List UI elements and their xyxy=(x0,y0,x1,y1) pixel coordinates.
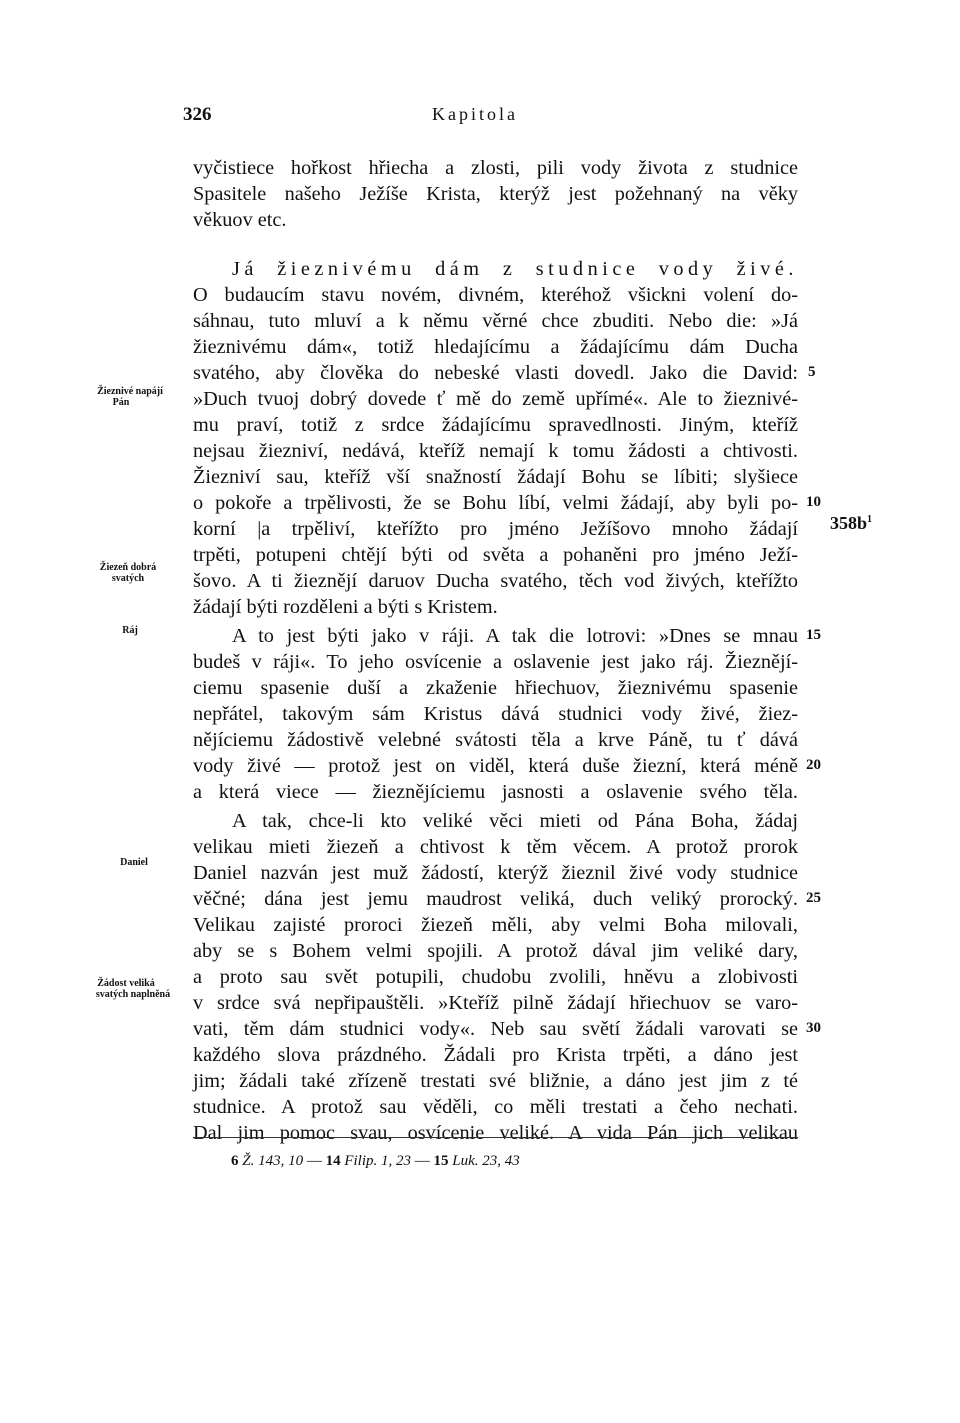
text-line: budeš v ráji«. To jeho osvícenie a oslavenie jest jako ráj. Žieznějí- xyxy=(193,651,798,673)
margin-note-line: Žiezeň dobrá xyxy=(99,562,157,573)
line-number: 10 xyxy=(806,494,821,510)
section-heading: Já žieznivému dám z studnice vody živé. xyxy=(232,258,798,280)
line-number: 30 xyxy=(806,1020,821,1036)
text-line: šovo. A ti žieznějí daruov Ducha svatého, těch vod živých, kteřížto xyxy=(193,570,798,592)
text-line: Spasitele našeho Ježíše Krista, kterýž jest požehnaný na věky xyxy=(193,183,798,205)
text-line: O budaucím stavu novém, divném, kteréhož všickni volení do- xyxy=(193,284,798,306)
footnote-citation: Luk. 23, 43 xyxy=(452,1153,520,1169)
margin-note: Ráj xyxy=(122,625,138,636)
line-number: 5 xyxy=(808,364,816,380)
footnote xyxy=(231,1153,520,1170)
footnote-dash: — xyxy=(306,1153,322,1169)
text-line: Velikau zajisté proroci žiezeň měli, aby velmi Boha milovali, xyxy=(193,914,798,936)
text-line: nepřátel, takovým sám Kristus dává studnici vody živé, žiez- xyxy=(193,703,798,725)
text-line: a která viece — žieznějíciemu jasnosti a oslavenie svého těla. xyxy=(193,781,798,803)
margin-note xyxy=(80,386,180,408)
text-line: korní |a trpěliví, kteřížto pro jméno Ježíšovo mnoho žádají xyxy=(193,518,798,540)
text-line: velikau mieti žiezeň a chtivost k těm věcem. A protož prorok xyxy=(193,836,798,858)
text-line: nějíciemu žádostivě velebné svátosti těla a krve Páně, tu ť dává xyxy=(193,729,798,751)
text-line: nejsau žiezniví, nedává, kteříž nemají k tomu žádosti a chtivosti. xyxy=(193,440,798,462)
footnote-dash: — xyxy=(414,1153,430,1169)
footnote-citation: Ž. 143, 10 xyxy=(242,1153,304,1169)
text-line: studnice. A protož sau věděli, co měli trestati a čeho nechati. xyxy=(193,1096,798,1118)
margin-note-line: Žieznivé napájí xyxy=(97,386,163,397)
margin-note: Daniel xyxy=(120,857,148,868)
text-line: Daniel nazván jest muž žádostí, kterýž žieznil živé vody studnice xyxy=(193,862,798,884)
text-line: vody živé — protož jest on viděl, která duše žiezní, která méně xyxy=(193,755,798,777)
text-line: Dal jim pomoc svau, osvícenie veliké. A vida Pán jich velikau xyxy=(193,1122,798,1144)
margin-note-line: svatých naplněná xyxy=(95,989,171,1000)
footnote-line-ref: 15 xyxy=(433,1153,449,1169)
margin-note-line: Pán xyxy=(112,397,130,408)
text-line: mu praví, totiž z srdce žádajícímu spravedlnosti. Jiným, kteříž xyxy=(193,414,798,436)
text-line: A to jest býti jako v ráji. A tak die lotrovi: »Dnes se mnau xyxy=(232,625,798,647)
footnote-rule xyxy=(193,1137,798,1138)
text-line: věčné; dána jest jemu maudrost veliká, duch veliký prorocký. xyxy=(193,888,798,910)
folio-main: 358b xyxy=(830,513,868,533)
footnote-citation: Filip. 1, 23 xyxy=(344,1153,412,1169)
text-line: žádají býti rozděleni a býti s Kristem. xyxy=(193,596,498,618)
text-line: v srdce svá nepřipauštěli. »Kteříž pilně žádají hřiechuov se varo- xyxy=(193,992,798,1014)
folio-reference xyxy=(830,513,872,534)
text-line: Žiezniví sau, kteříž vší snažností žádají Bohu se líbiti; slyšiece xyxy=(193,466,798,488)
text-line: ciemu spasenie duší a zkaženie hřiechuov, žieznivému spasenie xyxy=(193,677,798,699)
footnote-line-ref: 6 xyxy=(231,1153,239,1169)
text-line: žieznivému dám«, totiž hledajícímu a žádajícímu dám Ducha xyxy=(193,336,798,358)
line-number: 25 xyxy=(806,890,821,906)
footnote-line-ref: 14 xyxy=(325,1153,341,1169)
text-line: trpěti, potupeni chtějí býti od světa a pohaněni pro jméno Ježí- xyxy=(193,544,798,566)
page-number: 326 xyxy=(183,104,212,125)
folio-sup: 1 xyxy=(867,514,873,525)
margin-note xyxy=(76,978,190,1000)
text-line: vyčistiece hořkost hřiecha a zlosti, pili vody života z studnice xyxy=(193,157,798,179)
margin-note-line: Žádost veliká xyxy=(97,978,155,989)
line-number: 15 xyxy=(806,627,821,643)
text-line: svatého, aby člověka do nebeské vlasti dovedl. Jako die David: xyxy=(193,362,798,384)
text-line: a proto sau svět potupili, chudobu zvolili, hněvu a zlobivosti xyxy=(193,966,798,988)
text-line: sáhnau, tuto mluví a k němu věrné chce zbuditi. Nebo die: »Já xyxy=(193,310,798,332)
running-title: Kapitola xyxy=(432,104,518,124)
text-line: jim; žádali také zřízeně trestati své bližnie, a dáno jest jim z té xyxy=(193,1070,798,1092)
text-line: A tak, chce-li kto veliké věci mieti od Pána Boha, žádaj xyxy=(232,810,798,832)
text-line: věkuov etc. xyxy=(193,209,287,231)
line-number: 20 xyxy=(806,757,821,773)
text-line: o pokoře a trpělivosti, že se Bohu líbí, velmi žádají, aby byli po- xyxy=(193,492,798,514)
text-line: »Duch tvuoj dobrý dovede ť mě do země upřímé«. Ale to žieznivé- xyxy=(193,388,798,410)
text-line: aby se s Bohem velmi spojili. A protož dával jim veliké dary, xyxy=(193,940,798,962)
text-line: každého slova prázdného. Žádali pro Krista trpěti, a dáno jest xyxy=(193,1044,798,1066)
margin-note-line: svatých xyxy=(111,573,145,584)
margin-note xyxy=(78,562,178,584)
text-line: vati, těm dám studnici vody«. Neb sau světí žádali varovati se xyxy=(193,1018,798,1040)
